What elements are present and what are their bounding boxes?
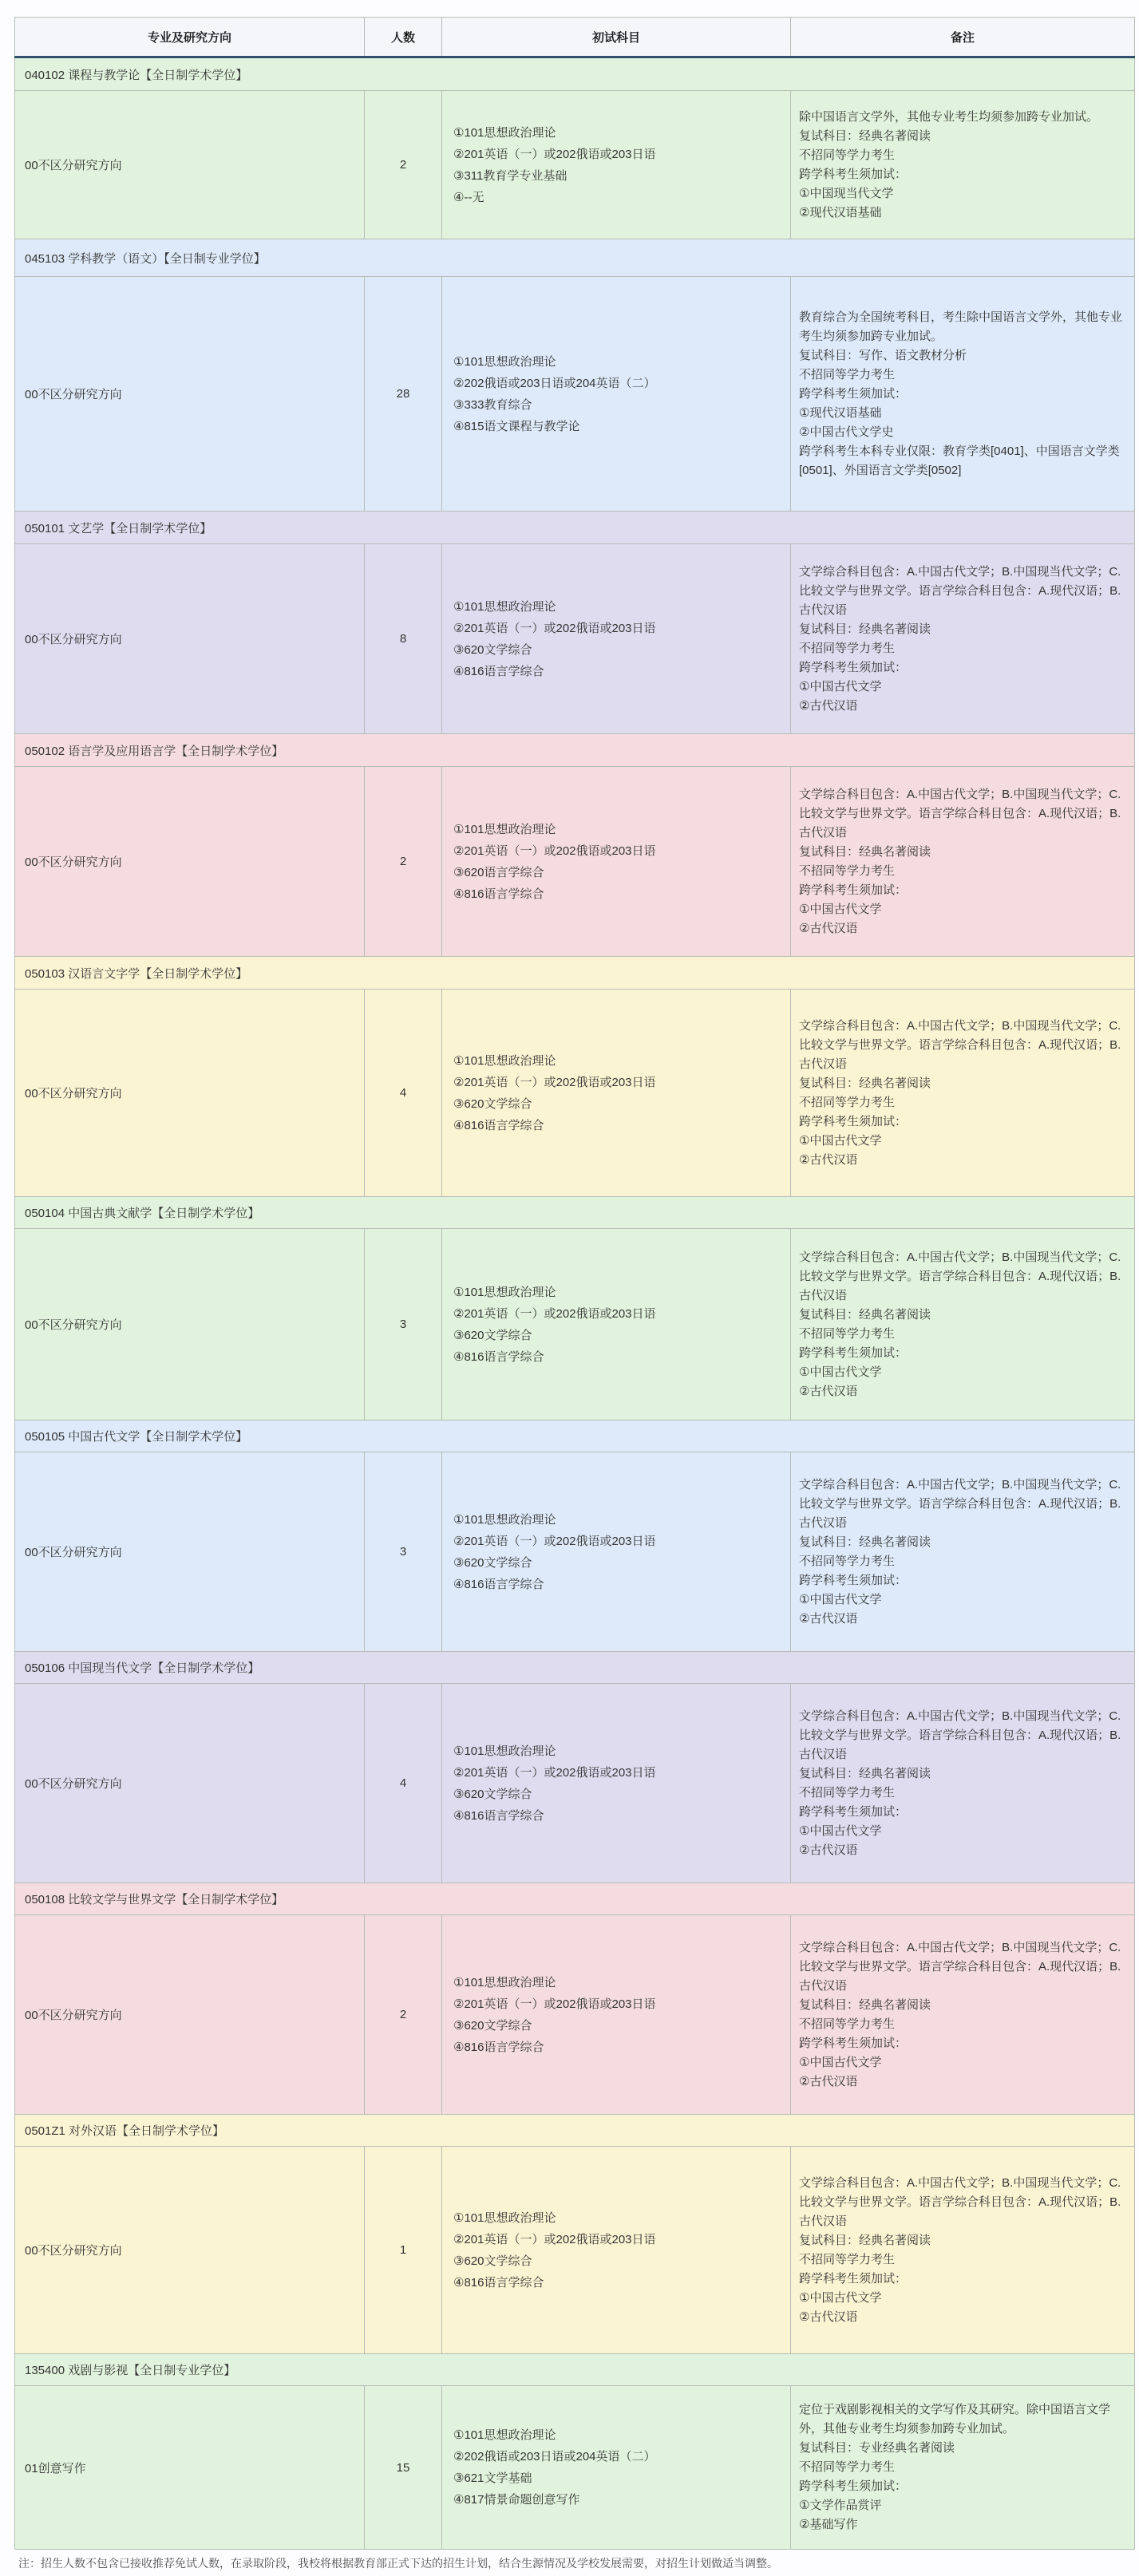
remark-line: 文学综合科目包含：A.中国古代文学；B.中国现当代文学；C.比较文学与世界文学。语言学综合科目包含：A.现代汉语；B.古代汉语 (799, 1940, 1121, 1993)
data-row-050103 (15, 990, 1135, 1197)
section-title-050101: 050101 文艺学【全日制学术学位】 (15, 512, 1135, 544)
remark-line: 复试科目：经典名著阅读 (799, 128, 931, 143)
remark-line: ②古代汉语 (799, 1152, 858, 1167)
remark-line: 文学综合科目包含：A.中国古代文学；B.中国现当代文学；C.比较文学与世界文学。语言学综合科目包含：A.现代汉语；B.古代汉语 (799, 564, 1121, 617)
column-header-initial-exam-subjects: 初试科目 (442, 18, 791, 57)
exam-subject-line: ①101思想政治理论 (453, 1285, 556, 1299)
remark-line: 复试科目：经典名著阅读 (799, 1997, 931, 2012)
research-direction-cell: 00不区分研究方向 (15, 2147, 365, 2354)
remarks-cell (791, 1229, 1135, 1420)
remarks-cell (791, 990, 1135, 1197)
remark-line: 不招同等学力考生 (799, 1326, 896, 1341)
remark-line: 文学综合科目包含：A.中国古代文学；B.中国现当代文学；C.比较文学与世界文学。语言学综合科目包含：A.现代汉语；B.古代汉语 (799, 1250, 1121, 1302)
exam-subject-line: ②202俄语或203日语或204英语（二） (453, 2450, 656, 2463)
exam-subjects-cell (442, 1452, 791, 1652)
remarks-cell (791, 2386, 1135, 2550)
remark-line: ①中国古代文学 (799, 2055, 882, 2069)
remark-line: 不招同等学力考生 (799, 863, 896, 878)
research-direction-cell: 00不区分研究方向 (15, 277, 365, 512)
remark-line: ①中国古代文学 (799, 1133, 882, 1148)
remark-line: 不招同等学力考生 (799, 641, 896, 655)
remark-line: 不招同等学力考生 (799, 2460, 896, 2474)
section-row-050102 (15, 734, 1135, 767)
exam-subject-line: ②201英语（一）或202俄语或203日语 (453, 1306, 656, 1321)
remark-line: ①现代汉语基础 (799, 405, 882, 420)
remark-line: 复试科目：经典名著阅读 (799, 622, 931, 636)
research-direction-cell: 00不区分研究方向 (15, 1915, 365, 2115)
exam-subject-line: ④816语言学综合 (453, 664, 544, 678)
exam-subject-line: ③621文学基础 (453, 2471, 532, 2485)
remark-line: 文学综合科目包含：A.中国古代文学；B.中国现当代文学；C.比较文学与世界文学。语言学综合科目包含：A.现代汉语；B.古代汉语 (799, 1477, 1121, 1530)
headcount-cell: 28 (365, 277, 442, 512)
remark-line: 跨学科考生须加试： (799, 883, 908, 897)
remark-line: 复试科目：经典名著阅读 (799, 1307, 931, 1322)
exam-subjects-cell (442, 1915, 791, 2115)
exam-subject-line: ②202俄语或203日语或204英语（二） (453, 376, 656, 390)
section-title-040102: 040102 课程与教学论【全日制学术学位】 (15, 57, 1135, 91)
remarks-cell (791, 1915, 1135, 2115)
exam-subjects-cell (442, 767, 791, 957)
exam-subject-line: ①101思想政治理论 (453, 1975, 556, 1989)
remark-line: 不招同等学力考生 (799, 148, 896, 162)
remark-line: ①中国古代文学 (799, 1365, 882, 1379)
research-direction-cell: 01创意写作 (15, 2386, 365, 2550)
remark-line: 文学综合科目包含：A.中国古代文学；B.中国现当代文学；C.比较文学与世界文学。语言学综合科目包含：A.现代汉语；B.古代汉语 (799, 1709, 1121, 1761)
remark-line: 教育综合为全国统考科目，考生除中国语言文学外，其他专业考生均须参加跨专业加试。 (799, 310, 1123, 343)
remark-line: ①中国古代文学 (799, 1823, 882, 1838)
headcount-cell: 8 (365, 544, 442, 734)
exam-subject-line: ②201英语（一）或202俄语或203日语 (453, 2232, 656, 2246)
exam-subject-line: ③620文学综合 (453, 2254, 532, 2268)
section-row-045103 (15, 239, 1135, 277)
exam-subjects-cell (442, 2386, 791, 2550)
remarks-cell (791, 544, 1135, 734)
research-direction-cell: 00不区分研究方向 (15, 544, 365, 734)
headcount-cell: 4 (365, 1684, 442, 1883)
remark-line: 除中国语言文学外，其他专业考生均须参加跨专业加试。 (799, 109, 1099, 124)
exam-subject-line: ①101思想政治理论 (453, 822, 556, 836)
remark-line: ②古代汉语 (799, 2309, 858, 2324)
exam-subject-line: ①101思想政治理论 (453, 125, 556, 140)
remark-line: 文学综合科目包含：A.中国古代文学；B.中国现当代文学；C.比较文学与世界文学。语言学综合科目包含：A.现代汉语；B.古代汉语 (799, 787, 1121, 840)
remark-line: 不招同等学力考生 (799, 1554, 896, 1568)
section-title-050105: 050105 中国古代文学【全日制学术学位】 (15, 1420, 1135, 1452)
research-direction-cell: 00不区分研究方向 (15, 1229, 365, 1420)
remark-line: 不招同等学力考生 (799, 367, 896, 381)
remarks-cell (791, 91, 1135, 239)
remark-line: 复试科目：写作、语文教材分析 (799, 348, 967, 362)
remark-line: 不招同等学力考生 (799, 1785, 896, 1800)
data-row-045103 (15, 277, 1135, 512)
exam-subject-line: ②201英语（一）或202俄语或203日语 (453, 621, 656, 635)
remark-line: 复试科目：经典名著阅读 (799, 1766, 931, 1780)
remark-line: 不招同等学力考生 (799, 2017, 896, 2031)
exam-subject-line: ③333教育综合 (453, 397, 532, 412)
section-row-135400 (15, 2354, 1135, 2386)
remark-line: 跨学科考生须加试： (799, 386, 908, 401)
exam-subject-line: ①101思想政治理论 (453, 354, 556, 369)
exam-subject-line: ③620文学综合 (453, 1555, 532, 1570)
remarks-cell (791, 277, 1135, 512)
exam-subject-line: ④816语言学综合 (453, 1349, 544, 1364)
remark-line: 跨学科考生须加试： (799, 1345, 908, 1360)
headcount-cell: 4 (365, 990, 442, 1197)
remark-line: 定位于戏剧影视相关的文学写作及其研究。除中国语言文学外，其他专业考生均须参加跨专业加试。 (799, 2403, 1111, 2436)
section-title-0501Z1: 0501Z1 对外汉语【全日制学术学位】 (15, 2115, 1135, 2147)
section-title-050104: 050104 中国古典文献学【全日制学术学位】 (15, 1197, 1135, 1229)
exam-subject-line: ①101思想政治理论 (453, 1053, 556, 1068)
remark-line: 复试科目：专业经典名著阅读 (799, 2441, 955, 2455)
remark-line: 跨学科考生须加试： (799, 2479, 908, 2493)
exam-subject-line: ④816语言学综合 (453, 2040, 544, 2054)
remark-line: ①中国古代文学 (799, 1592, 882, 1606)
remark-line: 跨学科考生须加试： (799, 167, 908, 181)
remark-line: 跨学科考生须加试： (799, 1804, 908, 1819)
headcount-cell: 3 (365, 1229, 442, 1420)
remark-line: 复试科目：经典名著阅读 (799, 1535, 931, 1549)
section-row-0501Z1 (15, 2115, 1135, 2147)
exam-subjects-cell (442, 277, 791, 512)
exam-subject-line: ③620文学综合 (453, 1787, 532, 1801)
data-row-050105 (15, 1452, 1135, 1652)
exam-subject-line: ②201英语（一）或202俄语或203日语 (453, 1075, 656, 1089)
remark-line: 文学综合科目包含：A.中国古代文学；B.中国现当代文学；C.比较文学与世界文学。语言学综合科目包含：A.现代汉语；B.古代汉语 (799, 1018, 1121, 1071)
remark-line: ①文学作品赏评 (799, 2499, 882, 2512)
remark-line: ②古代汉语 (799, 2074, 858, 2088)
exam-subject-line: ④816语言学综合 (453, 887, 544, 901)
exam-subjects-cell (442, 1229, 791, 1420)
exam-subjects-cell (442, 1684, 791, 1883)
admissions-table (14, 17, 1135, 2550)
exam-subjects-cell (442, 544, 791, 734)
exam-subject-line: ③620文学综合 (453, 1096, 532, 1111)
section-row-050104 (15, 1197, 1135, 1229)
exam-subjects-cell (442, 2147, 791, 2354)
headcount-cell: 2 (365, 767, 442, 957)
column-header-remarks: 备注 (791, 18, 1135, 57)
exam-subject-line: ④816语言学综合 (453, 1577, 544, 1591)
remark-line: ②古代汉语 (799, 698, 858, 713)
exam-subject-line: ④816语言学综合 (453, 1118, 544, 1132)
section-row-050105 (15, 1420, 1135, 1452)
data-row-040102 (15, 91, 1135, 239)
research-direction-cell: 00不区分研究方向 (15, 1452, 365, 1652)
research-direction-cell: 00不区分研究方向 (15, 990, 365, 1197)
remark-line: 复试科目：经典名著阅读 (799, 1076, 931, 1090)
remark-line: ②中国古代文学史 (799, 425, 894, 439)
exam-subject-line: ③620文学综合 (453, 2018, 532, 2033)
section-row-050101 (15, 512, 1135, 544)
exam-subject-line: ②201英语（一）或202俄语或203日语 (453, 844, 656, 858)
exam-subject-line: ②201英语（一）或202俄语或203日语 (453, 1534, 656, 1548)
exam-subject-line: ③620文学综合 (453, 1328, 532, 1342)
remark-line: ①中国古代文学 (799, 679, 882, 693)
remark-line: 不招同等学力考生 (799, 1095, 896, 1109)
remark-line: ②现代汉语基础 (799, 205, 882, 219)
data-row-050101 (15, 544, 1135, 734)
remark-line: ①中国现当代文学 (799, 186, 894, 200)
remark-line: ①中国古代文学 (799, 902, 882, 916)
section-title-135400: 135400 戏剧与影视【全日制专业学位】 (15, 2354, 1135, 2386)
data-row-135400 (15, 2386, 1135, 2550)
exam-subject-line: ①101思想政治理论 (453, 1744, 556, 1758)
remark-line: 跨学科考生须加试： (799, 2036, 908, 2050)
section-title-050108: 050108 比较文学与世界文学【全日制学术学位】 (15, 1883, 1135, 1915)
research-direction-cell: 00不区分研究方向 (15, 1684, 365, 1883)
remark-line: 不招同等学力考生 (799, 2252, 896, 2266)
exam-subjects-cell (442, 91, 791, 239)
section-row-050108 (15, 1883, 1135, 1915)
exam-subject-line: ②201英语（一）或202俄语或203日语 (453, 1765, 656, 1780)
exam-subject-line: ①101思想政治理论 (453, 2211, 556, 2225)
table-header (15, 18, 1135, 57)
research-direction-cell: 00不区分研究方向 (15, 767, 365, 957)
remark-line: 跨学科考生须加试： (799, 2271, 908, 2286)
remarks-cell (791, 767, 1135, 957)
section-row-040102 (15, 57, 1135, 91)
column-header-headcount: 人数 (365, 18, 442, 57)
research-direction-cell: 00不区分研究方向 (15, 91, 365, 239)
remark-line: ②古代汉语 (799, 1384, 858, 1398)
headcount-cell: 15 (365, 2386, 442, 2550)
exam-subject-line: ④816语言学综合 (453, 1808, 544, 1823)
exam-subject-line: ③620文学综合 (453, 642, 532, 657)
headcount-cell: 2 (365, 1915, 442, 2115)
header-row (15, 18, 1135, 57)
remark-line: ②古代汉语 (799, 921, 858, 935)
remark-line: ②古代汉语 (799, 1611, 858, 1626)
remark-line: 跨学科考生本科专业仅限：教育学类[0401]、中国语言文学类[0501]、外国语言文学类[0502] (799, 444, 1120, 477)
section-title-045103: 045103 学科教学（语文）【全日制专业学位】 (15, 239, 1135, 277)
remark-line: ②基础写作 (799, 2518, 858, 2531)
exam-subject-line: ③620语言学综合 (453, 865, 544, 879)
headcount-cell: 1 (365, 2147, 442, 2354)
exam-subject-line: ④817情景命题创意写作 (453, 2493, 580, 2507)
remark-line: 复试科目：经典名著阅读 (799, 2233, 931, 2247)
section-title-050106: 050106 中国现当代文学【全日制学术学位】 (15, 1652, 1135, 1684)
data-row-050106 (15, 1684, 1135, 1883)
data-row-050108 (15, 1915, 1135, 2115)
remarks-cell (791, 1684, 1135, 1883)
column-header-major-direction: 专业及研究方向 (15, 18, 365, 57)
section-title-050102: 050102 语言学及应用语言学【全日制学术学位】 (15, 734, 1135, 767)
headcount-cell: 3 (365, 1452, 442, 1652)
section-row-050106 (15, 1652, 1135, 1684)
table-body (15, 57, 1135, 2550)
exam-subject-line: ①101思想政治理论 (453, 1512, 556, 1527)
exam-subject-line: ①101思想政治理论 (453, 2428, 556, 2442)
headcount-cell: 2 (365, 91, 442, 239)
remark-line: ②古代汉语 (799, 1843, 858, 1857)
data-row-050104 (15, 1229, 1135, 1420)
exam-subject-line: ④816语言学综合 (453, 2275, 544, 2290)
remark-line: 跨学科考生须加试： (799, 1573, 908, 1587)
remark-line: 文学综合科目包含：A.中国古代文学；B.中国现当代文学；C.比较文学与世界文学。语言学综合科目包含：A.现代汉语；B.古代汉语 (799, 2175, 1121, 2228)
section-title-050103: 050103 汉语言文字学【全日制学术学位】 (15, 957, 1135, 990)
exam-subject-line: ②201英语（一）或202俄语或203日语 (453, 1997, 656, 2011)
data-row-050102 (15, 767, 1135, 957)
remark-line: 跨学科考生须加试： (799, 660, 908, 674)
remark-line: 跨学科考生须加试： (799, 1114, 908, 1128)
data-row-0501Z1 (15, 2147, 1135, 2354)
remarks-cell (791, 1452, 1135, 1652)
exam-subject-line: ③311教育学专业基础 (453, 168, 568, 183)
remark-line: ①中国古代文学 (799, 2290, 882, 2305)
section-row-050103 (15, 957, 1135, 990)
exam-subjects-cell (442, 990, 791, 1197)
exam-subject-line: ②201英语（一）或202俄语或203日语 (453, 147, 656, 161)
exam-subject-line: ④--无 (453, 190, 484, 204)
remark-line: 复试科目：经典名著阅读 (799, 844, 931, 859)
remarks-cell (791, 2147, 1135, 2354)
exam-subject-line: ④815语文课程与教学论 (453, 419, 580, 433)
exam-subject-line: ①101思想政治理论 (453, 599, 556, 614)
footer-note: 注：招生人数不包含已接收推荐免试人数，在录取阶段，我校将根据教育部正式下达的招生计划，结合生源情况及学校发展需要，对招生计划做适当调整。 (18, 2557, 778, 2570)
